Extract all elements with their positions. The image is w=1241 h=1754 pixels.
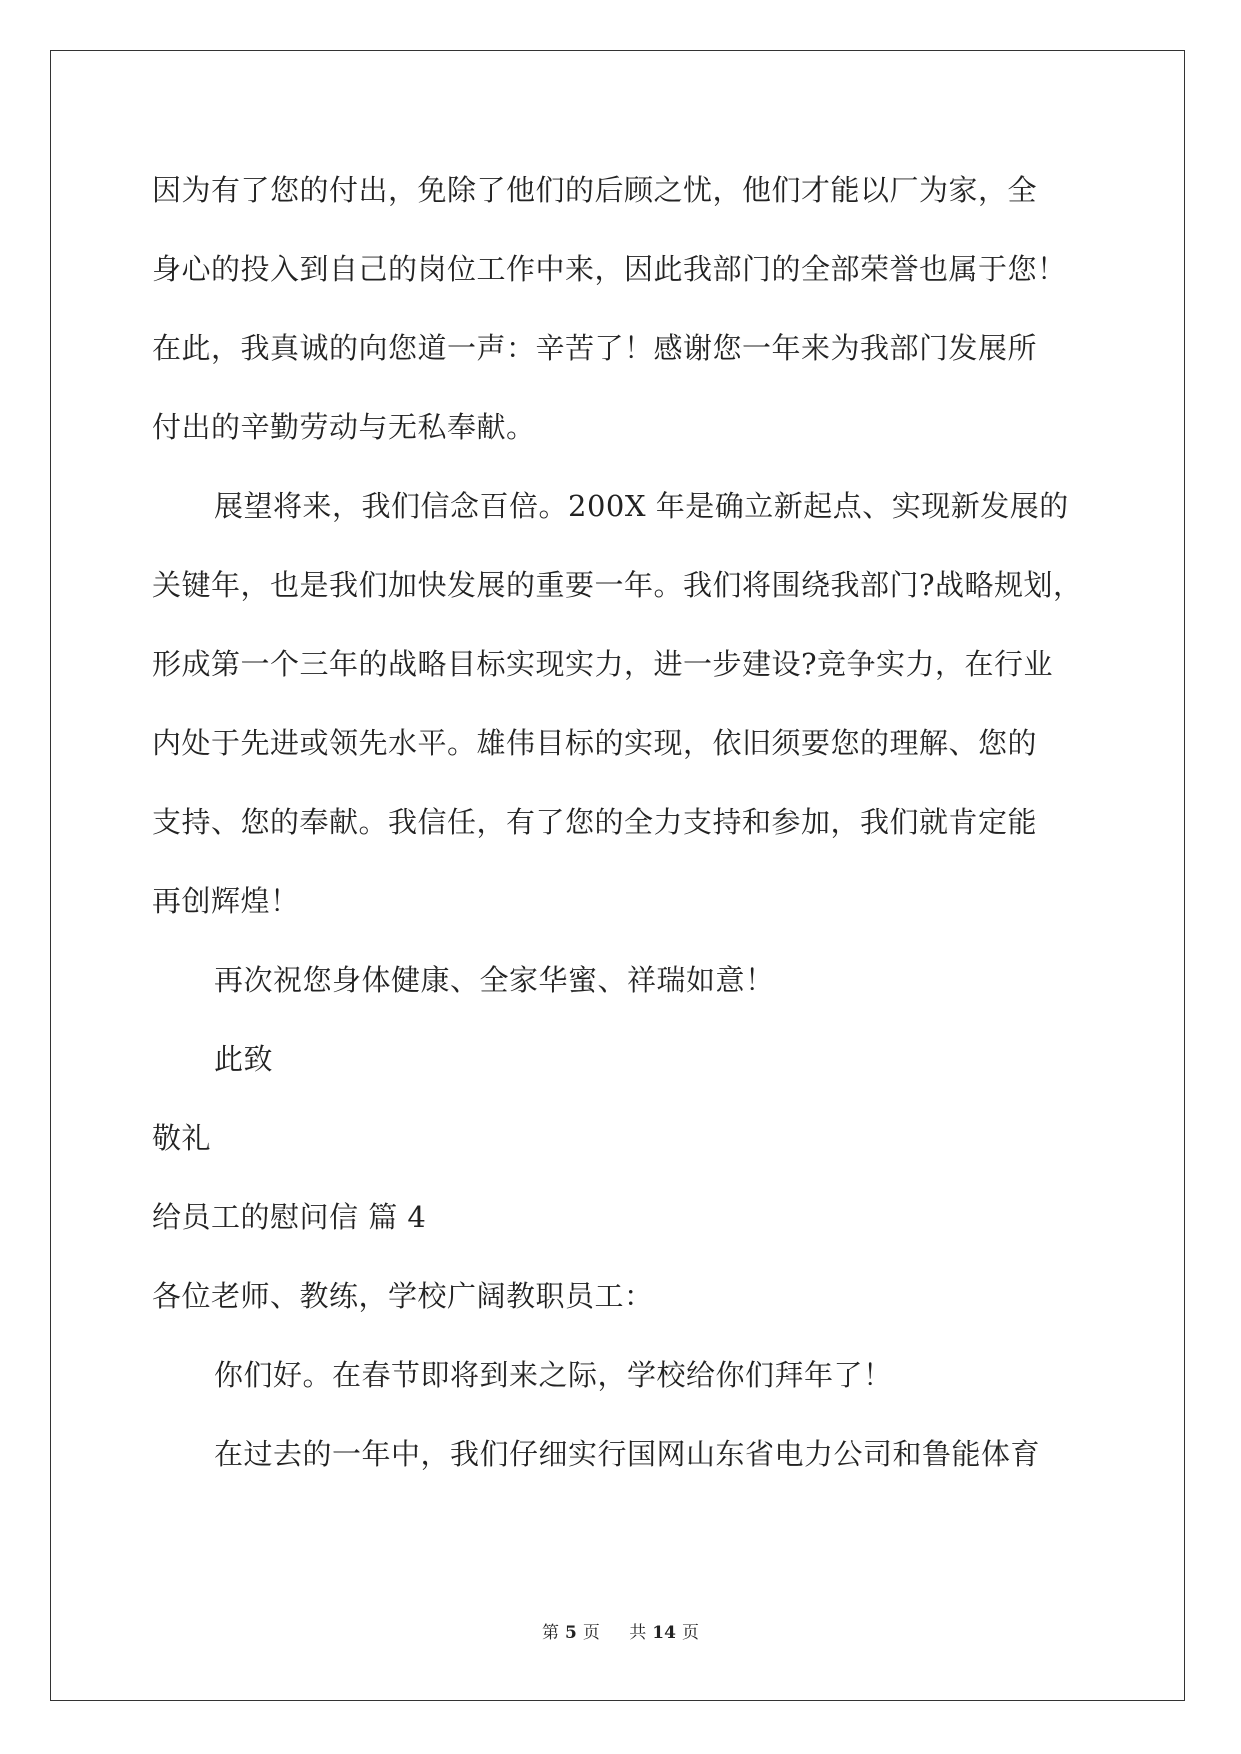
body-line: 支持、您的奉献。我信任，有了您的全力支持和参加，我们就肯定能 (152, 805, 1038, 839)
page-suffix: 页 (582, 1623, 600, 1643)
total-pages (623, 1623, 705, 1643)
body-line: 各位老师、教练，学校广阔教职员工： (152, 1279, 654, 1313)
body-line: 再次祝您身体健康、全家华蜜、祥瑞如意！ (214, 963, 775, 997)
body-line: 因为有了您的付出，免除了他们的后顾之忧，他们才能以厂为家，全 (152, 173, 1038, 207)
total-page-number: 14 (652, 1623, 676, 1643)
total-prefix: 共 (629, 1623, 647, 1643)
body-line: 关键年，也是我们加快发展的重要一年。我们将围绕我部门?战略规划， (152, 568, 1083, 602)
body-line: 在过去的一年中，我们仔细实行国网山东省电力公司和鲁能体育 (214, 1437, 1041, 1471)
body-line: 身心的投入到自己的岗位工作中来，因此我部门的全部荣誉也属于您！ (152, 252, 1067, 286)
current-page-number: 5 (565, 1623, 577, 1643)
body-line: 内处于先进或领先水平。雄伟目标的实现，依旧须要您的理解、您的 (152, 726, 1038, 760)
body-line: 形成第一个三年的战略目标实现实力，进一步建设?竞争实力，在行业 (152, 647, 1054, 681)
page-number (536, 1623, 606, 1643)
body-line: 展望将来，我们信念百倍。200X 年是确立新起点、实现新发展的 (214, 489, 1069, 523)
section-heading: 给员工的慰问信 篇 4 (152, 1200, 427, 1234)
salutation-line: 敬礼 (152, 1121, 212, 1155)
page-footer (0, 1618, 1241, 1643)
salutation-line: 此致 (214, 1042, 274, 1076)
body-line: 再创辉煌！ (152, 884, 300, 918)
total-suffix: 页 (681, 1623, 699, 1643)
page-prefix: 第 (542, 1623, 560, 1643)
body-line: 付出的辛勤劳动与无私奉献。 (152, 410, 536, 444)
body-line: 在此，我真诚的向您道一声：辛苦了！感谢您一年来为我部门发展所 (152, 331, 1038, 365)
body-line: 你们好。在春节即将到来之际，学校给你们拜年了！ (214, 1358, 893, 1392)
